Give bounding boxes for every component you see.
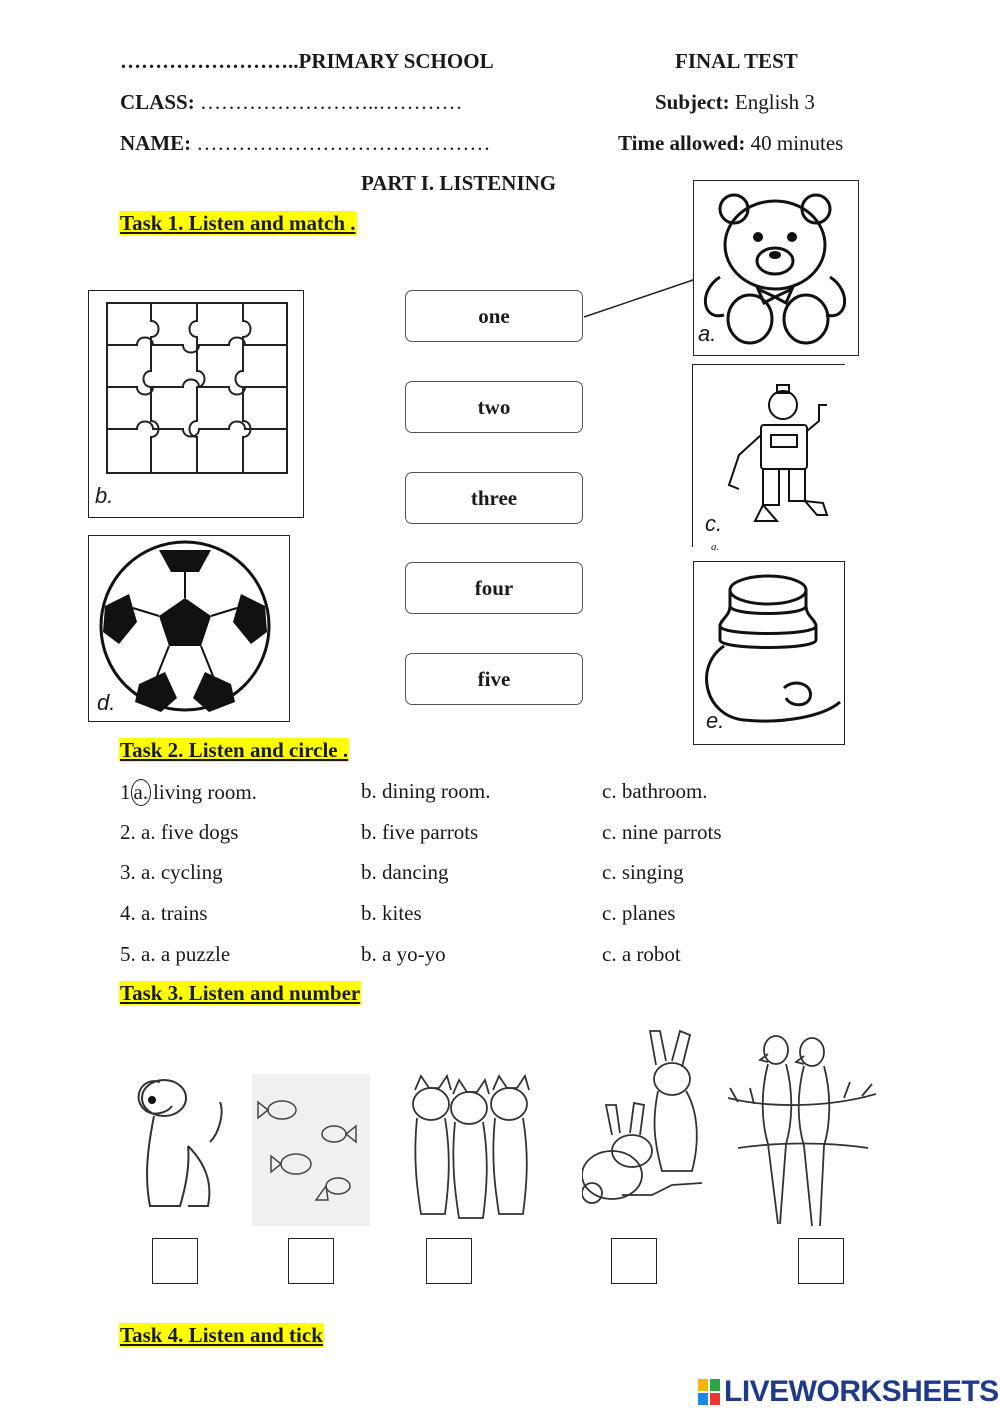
answer-box-cats[interactable] [426, 1238, 472, 1284]
option-b[interactable]: b. dining room. [361, 779, 491, 803]
option-c[interactable]: c. planes [602, 901, 676, 925]
list-item[interactable]: 5. a. a puzzle [120, 942, 231, 966]
puzzle-icon [89, 291, 303, 517]
picture-label-a: a. [698, 321, 717, 346]
list-item: 1 a. living room. [120, 780, 257, 804]
option-b[interactable]: b. kites [361, 901, 422, 925]
picture-label-d: d. [97, 690, 116, 715]
subject-line [655, 90, 815, 115]
test-title: FINAL TEST [675, 49, 798, 73]
picture-label-e: e. [706, 708, 725, 733]
picture-goldfish [252, 1074, 370, 1226]
liveworksheets-logo [698, 1375, 999, 1409]
teddy-bear-icon [694, 181, 858, 355]
option-c[interactable]: c. nine parrots [602, 820, 722, 844]
option-b[interactable]: b. dancing [361, 860, 449, 884]
time-value: 40 minutes [750, 131, 844, 155]
match-line [580, 275, 700, 325]
answer-box-parrots[interactable] [798, 1238, 844, 1284]
task4-title: Task 4. Listen and tick [120, 1323, 323, 1347]
picture-puzzle[interactable] [88, 290, 304, 518]
answer-box-goldfish[interactable] [288, 1238, 334, 1284]
dog-icon [130, 1062, 230, 1227]
time-line [618, 131, 843, 156]
picture-robot[interactable] [692, 364, 845, 553]
task3-title: Task 3. Listen and number [120, 981, 361, 1005]
class-label: CLASS: [120, 90, 195, 114]
part-title: PART I. LISTENING [361, 171, 557, 195]
subject-value: English 3 [734, 90, 815, 114]
answer-circle[interactable]: a. [131, 779, 152, 806]
parrots-icon [728, 1028, 876, 1233]
number-box-four[interactable]: four [405, 562, 583, 614]
task2-title: Task 2. Listen and circle . [120, 738, 349, 762]
class-dots: ……………………..………… [199, 90, 463, 114]
name-label: NAME: [120, 131, 192, 155]
name-line [120, 131, 490, 156]
picture-label-c-small: a. [711, 541, 720, 553]
school-name: ……………………..PRIMARY SCHOOL [120, 49, 494, 73]
picture-teddy-bear[interactable] [693, 180, 859, 356]
robot-icon [693, 365, 843, 535]
cats-icon [405, 1070, 535, 1228]
football-icon [89, 536, 289, 721]
option-b[interactable]: b. a yo-yo [361, 942, 446, 966]
rabbits-icon [582, 1025, 717, 1220]
list-item[interactable]: 3. a. cycling [120, 860, 223, 884]
number-box-one[interactable]: one [405, 290, 583, 342]
time-label: Time allowed: [618, 131, 746, 155]
picture-football[interactable] [88, 535, 290, 722]
subject-label: Subject: [655, 90, 730, 114]
option-b[interactable]: b. five parrots [361, 820, 479, 844]
answer-box-rabbits[interactable] [611, 1238, 657, 1284]
watermark-text: LIVEWORKSHEETS [724, 1375, 999, 1408]
number-box-three[interactable]: three [405, 472, 583, 524]
option-c[interactable]: c. singing [602, 860, 684, 884]
picture-label-b: b. [95, 483, 114, 508]
list-item[interactable]: 4. a. trains [120, 901, 208, 925]
answer-box-dog[interactable] [152, 1238, 198, 1284]
option-c[interactable]: c. bathroom. [602, 779, 708, 803]
list-item[interactable]: 2. a. five dogs [120, 820, 239, 844]
liveworksheets-icon [698, 1377, 722, 1407]
name-dots: …………………………………… [196, 131, 491, 155]
class-line [120, 90, 462, 115]
number-box-five[interactable]: five [405, 653, 583, 705]
task1-title: Task 1. Listen and match . [120, 211, 356, 235]
option-c[interactable]: c. a robot [602, 942, 681, 966]
picture-label-c: c. [705, 511, 723, 536]
goldfish-icon [252, 1074, 370, 1226]
number-box-two[interactable]: two [405, 381, 583, 433]
picture-yo-yo[interactable] [693, 561, 845, 745]
